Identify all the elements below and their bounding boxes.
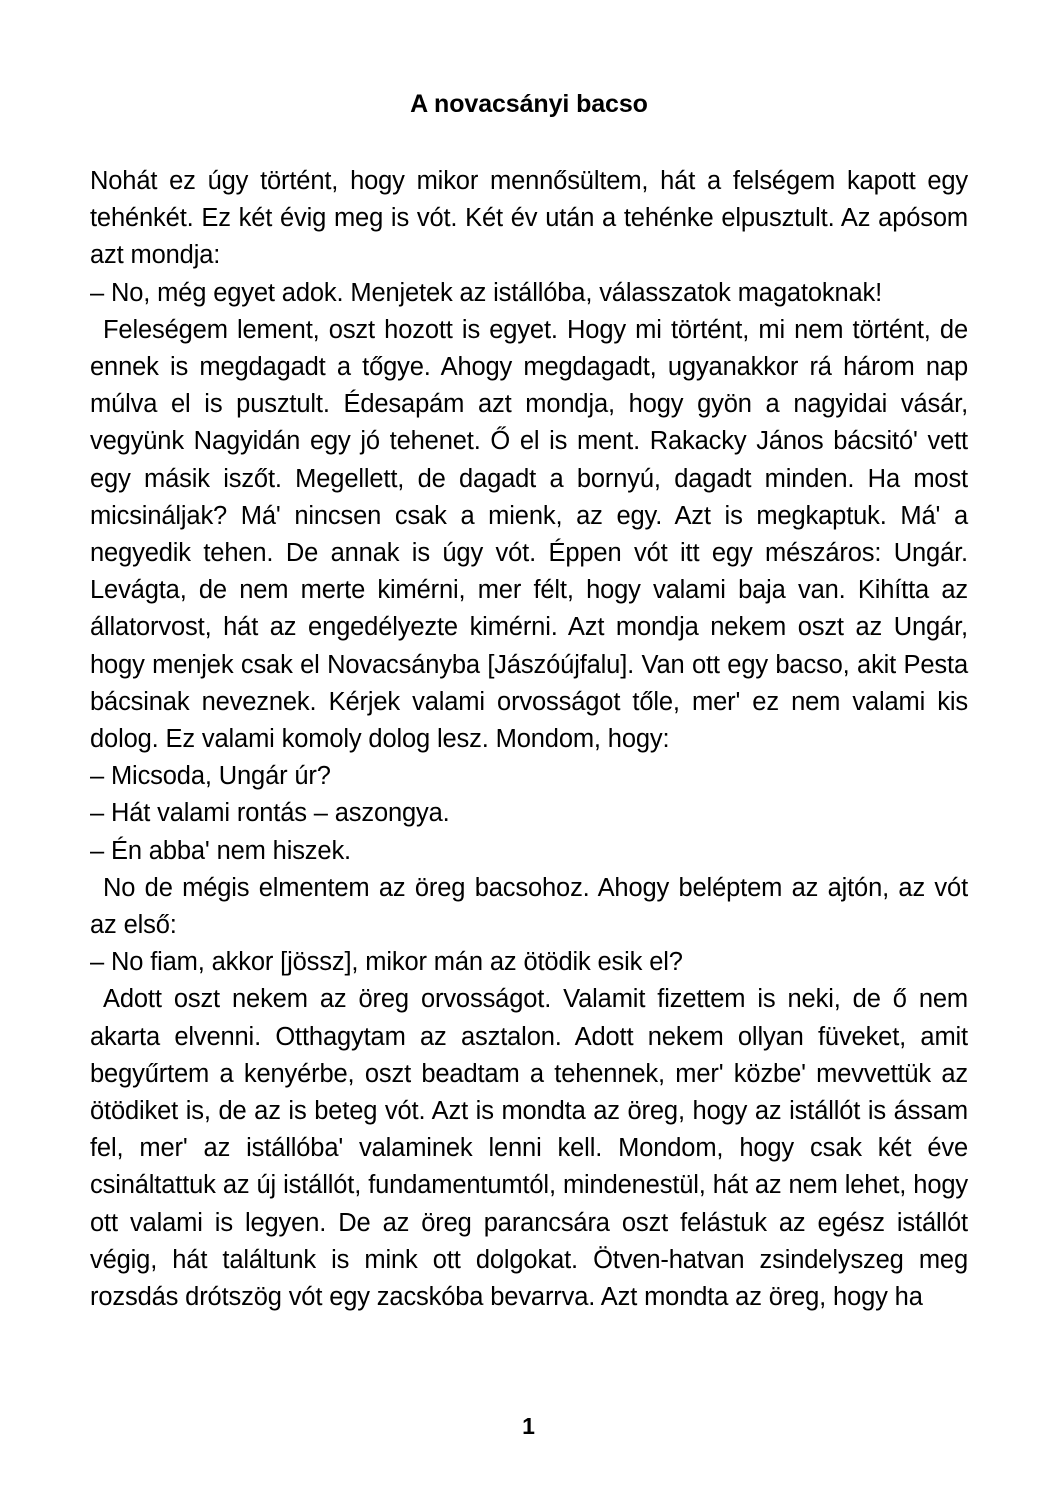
paragraph-opening: Nohát ez úgy történt, hogy mikor mennősültem, hát a felségem kapott egy tehénkét. Ez két évig meg is vót. Két év után a tehénke elpusztult. Az apósom azt mondja: (90, 167, 968, 270)
dialogue-line-nem-hiszek: – Én abba' nem hiszek. (90, 836, 351, 865)
paragraph-medicine-and-stable: Adott oszt nekem az öreg orvosságot. Valamit fizettem is neki, de ő nem akarta elvenni. Otthagytam az asztalon. Adott nekem ollyan füveket, amit begyűrtem a kenyérbe, oszt beadtam a tehennek, mer' közbe' mevvettük az ötödiket is, de az is beteg vót. Azt is mondta az öreg, hogy az istállót is ássam fel, mer' az istállóba' valaminek lenni kell. Mondom, hogy csak két éve csináltattuk az új istállót, fundamentumtól, mindenestül, hát az nem lehet, hogy ott valami is legyen. De az öreg parancsára oszt felástuk az egész istállót végig, hát találtunk is mink ott dolgokat. Ötven-hatvan zsindelyszeg meg rozsdás drótszög vót egy zacskóba bevarrva. Azt mondta az öreg, hogy ha (90, 985, 968, 1312)
paragraph-wife-and-cows: Feleségem lement, oszt hozott is egyet. Hogy mi történt, mi nem történt, de ennek is megdagadt a tőgye. Ahogy megdagadt, ugyanakkor rá három nap múlva el is pusztult. Édesapám azt mondja, hogy gyön a nagyidai vásár, vegyünk Nagyidán egy jó tehenet. Ő el is ment. Rakacky János bácsitó' vett egy másik iszőt. Megellett, de dagadt a bornyú, dagadt minden. Ha most micsináljak? Má' nincsen csak a mienk, az egy. Azt is megkaptuk. Má' a negyedik tehen. De annak is úgy vót. Éppen vót itt egy mészáros: Ungár. Levágta, de nem merte kimérni, mer félt, hogy valami baja van. Kihítta az állatorvost, hát az engedélyezte kimérni. Azt mondja nekem oszt az Ungár, hogy menjek csak el Novacsányba [Jászóújfalu]. Van ott egy bacso, akit Pesta bácsinak neveznek. Kérjek valami orvosságot tőle, mer' ez nem valami kis dolog. Ez valami komoly dolog lesz. Mondom, hogy: (90, 315, 968, 754)
document-body (90, 163, 968, 1316)
dialogue-line-no-fiam: – No fiam, akkor [jössz], mikor mán az ötödik esik el? (90, 948, 683, 977)
page-number: 1 (522, 1413, 535, 1439)
paragraph-visit-bacso: No de mégis elmentem az öreg bacsohoz. Ahogy beléptem az ajtón, az vót az első: (90, 873, 968, 940)
page-title: A novacsányi bacso (410, 90, 648, 118)
dialogue-line-micsoda: – Micsoda, Ungár úr? (90, 762, 331, 791)
dialogue-line-rontas: – Hát valami rontás – aszongya. (90, 799, 450, 828)
dialogue-line-father-in-law: – No, még egyet adok. Menjetek az istállóba, válasszatok magatoknak! (90, 278, 883, 307)
